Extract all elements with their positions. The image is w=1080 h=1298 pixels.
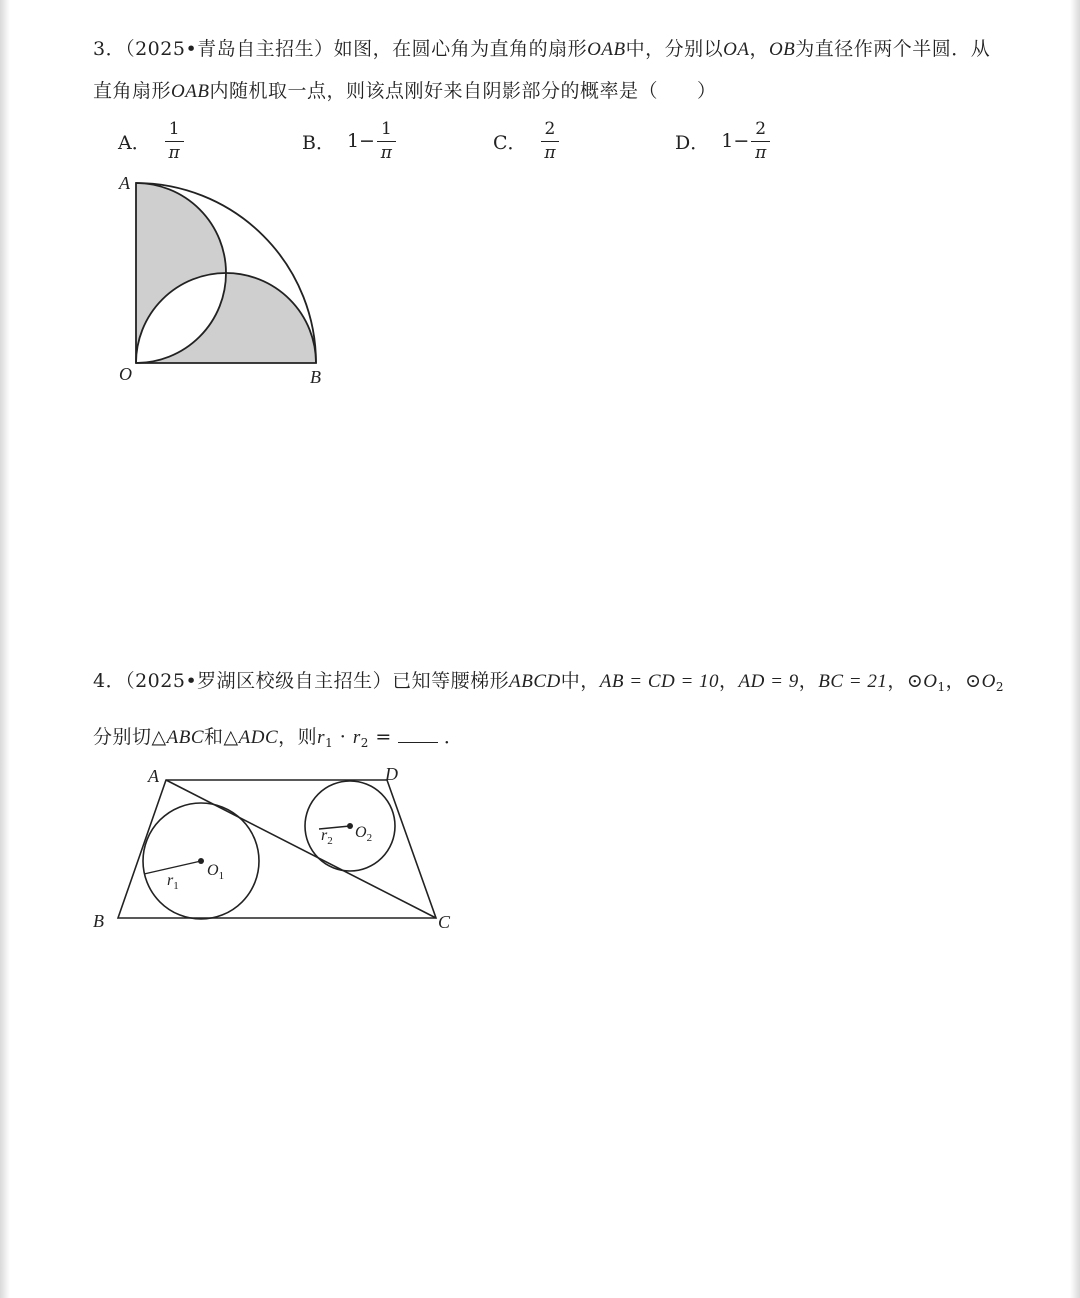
q3-var-oab: OAB [171, 81, 210, 102]
q4-text: 4．（2025•罗湖区校级自主招生）已知等腰梯形 [93, 670, 510, 692]
q4-eq-bc: BC = 21 [818, 671, 888, 692]
q3-option-d[interactable] [675, 116, 770, 166]
q3-option-a[interactable] [118, 116, 184, 166]
label-b: B [310, 367, 321, 387]
label-r1-letter: r [167, 872, 174, 889]
page-edge-shadow-right [1070, 0, 1080, 1298]
q4-trapezoid-figure [85, 760, 470, 940]
q4-subscript: 2 [995, 680, 1004, 694]
fraction-numerator: 1 [165, 121, 184, 142]
q3-text: 中，分别以 [625, 38, 724, 60]
q3-var-ob: OB [768, 39, 796, 60]
option-letter: C． [493, 131, 527, 154]
q3-var-oab: OAB [587, 39, 626, 60]
diagonal-ac [166, 780, 436, 918]
option-letter: D． [675, 131, 710, 154]
option-prefix: 1− [346, 130, 375, 152]
q4-var-abc: ABC [166, 727, 205, 748]
q4-text: ，则 [278, 726, 318, 748]
page-edge-shadow-left [0, 0, 10, 1298]
label-c: C [438, 912, 451, 932]
fraction-numerator: 2 [751, 121, 770, 142]
label-r1 [167, 872, 179, 892]
fraction-denominator: π [755, 142, 767, 163]
q4-var-r2: r [352, 727, 361, 748]
q4-text: ． [443, 726, 464, 748]
q4-text: 和△ [204, 726, 239, 748]
label-d: D [385, 764, 398, 784]
q4-text: ， [945, 670, 966, 692]
label-r2-sub: 2 [327, 835, 333, 847]
q3-text: 直角扇形 [93, 80, 172, 102]
q3-text: 为直径作两个半圆．从 [795, 38, 991, 60]
q4-circle-o2: ⊙O [965, 671, 996, 692]
q4-text: · [333, 726, 353, 748]
q4-text: ， [798, 670, 819, 692]
label-o1-letter: O [207, 862, 219, 879]
q3-text: 内随机取一点，则该点刚好来自阴影部分的概率是（ ） [209, 80, 717, 102]
option-fraction [377, 118, 396, 163]
label-o1 [207, 862, 224, 882]
q4-eq-ad: AD = 9 [738, 671, 799, 692]
fraction-numerator: 1 [377, 121, 396, 142]
q4-text: ， [887, 670, 907, 692]
label-o2-letter: O [355, 824, 367, 841]
option-fraction [165, 118, 184, 163]
label-o2 [355, 824, 372, 844]
q4-subscript: 2 [360, 736, 369, 750]
q4-line-1 [93, 666, 1004, 694]
answer-blank[interactable] [398, 728, 438, 743]
q3-sector-figure [110, 170, 340, 395]
label-r1-sub: 1 [173, 880, 179, 892]
q3-line-1 [93, 34, 990, 61]
q4-text: = [368, 726, 392, 748]
q4-subscript: 1 [325, 736, 334, 750]
q3-var-oa: OA [723, 39, 750, 60]
label-o2-sub: 2 [366, 832, 373, 844]
q4-var-abcd: ABCD [509, 671, 561, 692]
q4-eq-ab-cd: AB = CD = 10 [599, 671, 720, 692]
q4-var-adc: ADC [238, 727, 279, 748]
fraction-denominator: π [544, 142, 556, 163]
option-fraction [751, 118, 770, 163]
fraction-numerator: 2 [541, 121, 560, 142]
q4-line-2 [93, 722, 463, 750]
fraction-denominator: π [168, 142, 180, 163]
center-o2 [347, 823, 353, 829]
option-letter: A． [118, 131, 151, 154]
label-r2-letter: r [321, 827, 328, 844]
option-letter: B． [302, 131, 335, 154]
q4-subscript: 1 [937, 680, 946, 694]
label-a: A [148, 766, 159, 786]
option-fraction [541, 118, 560, 163]
center-o1 [198, 858, 204, 864]
fraction-denominator: π [380, 142, 392, 163]
q4-var-r1: r [317, 727, 326, 748]
label-r2 [321, 827, 333, 847]
q3-text: 3．（2025•青岛自主招生）如图，在圆心角为直角的扇形 [93, 38, 588, 60]
q3-option-c[interactable] [493, 116, 559, 166]
q3-text: ， [749, 38, 769, 60]
q4-circle-o1: ⊙O [906, 671, 938, 692]
option-prefix: 1− [721, 130, 750, 152]
q4-text: 分别切△ [93, 726, 167, 748]
label-a: A [119, 173, 130, 193]
label-o: O [119, 364, 132, 384]
q4-text: 中， [560, 670, 600, 692]
label-o1-sub: 1 [218, 870, 225, 882]
q3-line-2 [93, 76, 716, 103]
q4-text: ， [719, 670, 739, 692]
q3-option-b[interactable] [302, 116, 396, 166]
label-b: B [93, 911, 104, 931]
